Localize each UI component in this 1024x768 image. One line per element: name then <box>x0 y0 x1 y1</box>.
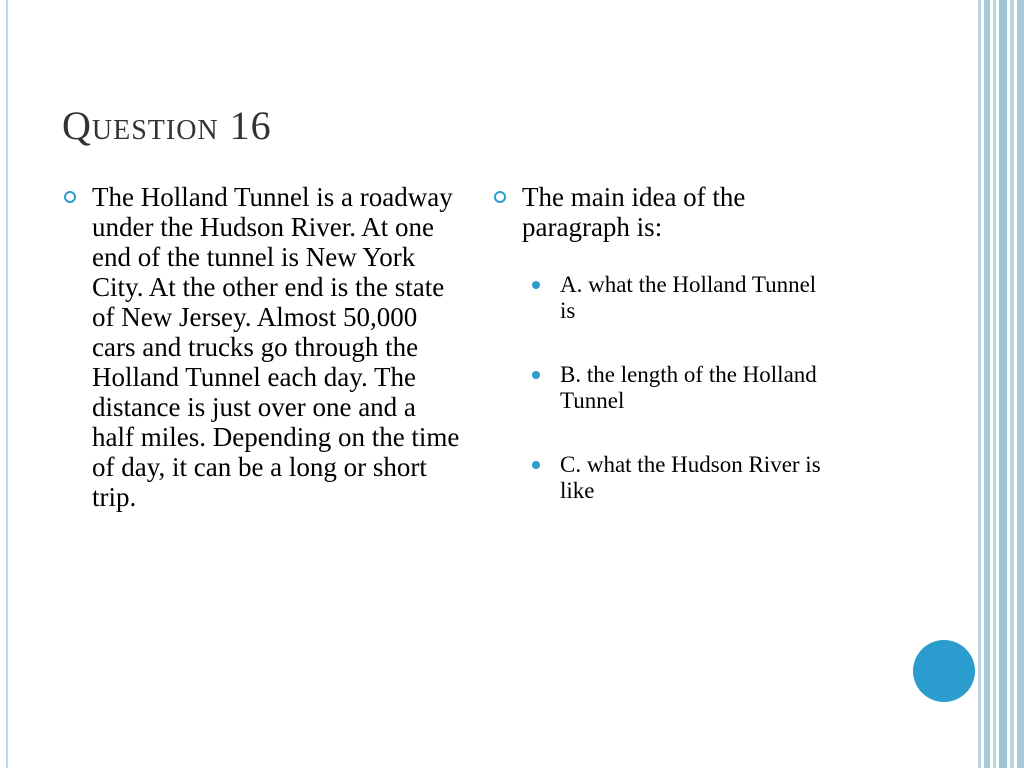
question-text: The main idea of the paragraph is: <box>522 182 746 242</box>
answer-option-text: C. what the Hudson River is like <box>560 452 821 503</box>
question-bullet <box>492 182 832 242</box>
question-column <box>492 182 832 542</box>
slide-title: Question 16 <box>62 103 272 148</box>
ring-bullet-icon <box>494 191 506 203</box>
answer-option-text: B. the length of the Holland Tunnel <box>560 362 817 413</box>
dot-bullet-icon <box>532 461 540 469</box>
left-border-line <box>6 0 8 768</box>
answer-option-text: A. what the Holland Tunnel is <box>560 272 817 323</box>
answer-options <box>492 272 832 504</box>
answer-option-c <box>532 452 832 504</box>
right-decorative-stripe <box>1017 0 1024 768</box>
passage-bullet <box>62 182 462 512</box>
decorative-circle <box>913 640 975 702</box>
right-decorative-stripe <box>984 0 990 768</box>
right-decorative-stripe <box>999 0 1007 768</box>
right-decorative-stripe <box>978 0 981 768</box>
passage-column <box>62 182 462 512</box>
right-decorative-stripe <box>993 0 996 768</box>
ring-bullet-icon <box>64 191 76 203</box>
answer-option-b <box>532 362 832 414</box>
dot-bullet-icon <box>532 371 540 379</box>
passage-text: The Holland Tunnel is a roadway under the Hudson River. At one end of the tunnel is New York City. At the other end is the state of New Jersey. Almost 50,000 cars and trucks go through the Holland Tunnel each day. The distance is just over one and a half miles. Depending on the time of day, it can be a long or short trip. <box>92 182 460 512</box>
right-decorative-stripe <box>1010 0 1014 768</box>
dot-bullet-icon <box>532 281 540 289</box>
answer-option-a <box>532 272 832 324</box>
